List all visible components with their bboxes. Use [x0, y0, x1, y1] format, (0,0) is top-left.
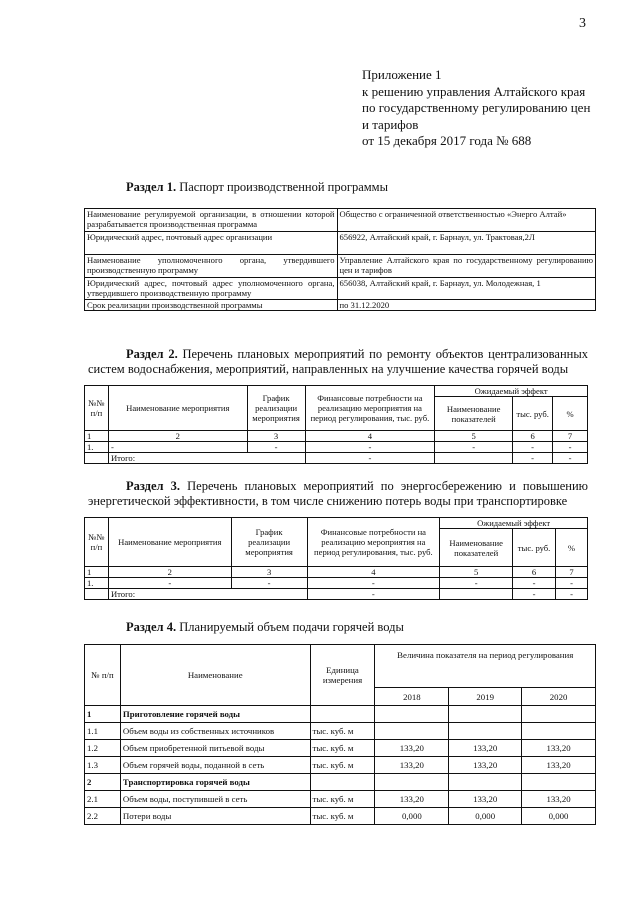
table-cell: -: [305, 442, 435, 453]
table-cell: -: [513, 442, 553, 453]
header-num: №№ п/п: [85, 518, 109, 567]
table-cell: 4: [305, 431, 435, 442]
table-cell: 1.: [85, 442, 109, 453]
appendix-line: от 15 декабря 2017 года № 688: [362, 133, 532, 148]
header-unit: Единица измерения: [310, 645, 375, 706]
table-cell: [375, 706, 449, 723]
table-cell: тыс. куб. м: [310, 757, 375, 774]
table-cell: 1.3: [85, 757, 121, 774]
header-finance: Финансовые потребности на реализацию мероприятия на период регулирования, тыс. руб.: [307, 518, 440, 567]
section3-table: [84, 517, 588, 600]
table-cell: тыс. куб. м: [310, 723, 375, 740]
table-cell: -: [513, 453, 553, 464]
table-cell: -: [556, 578, 588, 589]
table-cell: Юридический адрес, почтовый адрес организации: [85, 232, 338, 255]
table-cell: 2: [85, 774, 121, 791]
table-row: [85, 723, 596, 740]
table-cell: 4: [307, 567, 440, 578]
table-row: [85, 232, 596, 255]
header-name: Наименование: [120, 645, 310, 706]
table-cell: [522, 774, 596, 791]
total-label: Итого:: [108, 453, 305, 464]
section3-heading: [88, 479, 588, 509]
table-cell: 0,000: [375, 808, 449, 825]
table-row: [85, 255, 596, 278]
header-percent: %: [556, 529, 588, 567]
table-row: [85, 808, 596, 825]
table-cell: 656922, Алтайский край, г. Барнаул, ул. Трактовая,2Л: [337, 232, 596, 255]
table-cell: -: [435, 442, 513, 453]
table-cell: 1: [85, 567, 109, 578]
appendix-line: по государственному регулированию цен: [362, 100, 591, 115]
table-cell: 1.1: [85, 723, 121, 740]
section4-heading: [126, 620, 404, 635]
table-cell: 133,20: [522, 740, 596, 757]
table-cell: 0,000: [449, 808, 522, 825]
header-schedule: График реализации мероприятия: [231, 518, 307, 567]
total-label: Итого:: [108, 589, 307, 600]
table-cell: [522, 706, 596, 723]
table-row: [85, 757, 596, 774]
table-row: [85, 300, 596, 311]
section1-label: Раздел 1.: [126, 180, 177, 194]
table-cell: Приготовление горячей воды: [120, 706, 310, 723]
table-cell: 6: [513, 567, 556, 578]
table-cell: -: [307, 589, 440, 600]
table-cell: 3: [231, 567, 307, 578]
header-schedule: График реализации мероприятия: [247, 386, 305, 431]
table-cell: [449, 706, 522, 723]
table-cell: 2: [108, 431, 247, 442]
header-effect: Ожидаемый эффект: [435, 386, 588, 397]
section2-title: Перечень плановых мероприятий по ремонту объектов централизованных систем водоснабжения, мероприятий, направленных на улучшение качества горячей воды: [88, 347, 588, 376]
table-row: [85, 567, 588, 578]
table-cell: [522, 723, 596, 740]
table-cell: 6: [513, 431, 553, 442]
table-cell: [449, 774, 522, 791]
header-indicators: Наименование показателей: [435, 397, 513, 431]
table-cell: 2.1: [85, 791, 121, 808]
table-row: [85, 589, 588, 600]
table-cell: -: [108, 578, 231, 589]
table-cell: 133,20: [375, 757, 449, 774]
section1-heading: [126, 180, 388, 195]
table-cell: Юридический адрес, почтовый адрес уполномоченного органа, утвердившего производственную программу: [85, 278, 338, 300]
table-cell: [85, 453, 109, 464]
page-number: 3: [579, 16, 586, 31]
header-num: № п/п: [85, 645, 121, 706]
table-cell: Объем воды из собственных источников: [120, 723, 310, 740]
table-row: [85, 706, 596, 723]
table-row: [85, 278, 596, 300]
table-cell: -: [247, 442, 305, 453]
table-cell: Наименование регулируемой организации, в отношении которой разрабатывается производственная программа: [85, 209, 338, 232]
table-cell: Транспортировка горячей воды: [120, 774, 310, 791]
table-cell: тыс. куб. м: [310, 791, 375, 808]
appendix-line: к решению управления Алтайского края: [362, 83, 586, 99]
table-cell: -: [513, 589, 556, 600]
table-cell: -: [231, 578, 307, 589]
table-cell: 1: [85, 431, 109, 442]
table-cell: Срок реализации производственной программы: [85, 300, 338, 311]
table-cell: 1: [85, 706, 121, 723]
table-row: [85, 453, 588, 464]
header-num: №№ п/п: [85, 386, 109, 431]
section4-label: Раздел 4.: [126, 620, 177, 634]
table-row: [85, 791, 596, 808]
table-cell: 133,20: [449, 757, 522, 774]
section4-title: Планируемый объем подачи горячей воды: [179, 620, 404, 634]
section1-title: Паспорт производственной программы: [179, 180, 388, 194]
table-cell: 2: [108, 567, 231, 578]
table-row: [85, 442, 588, 453]
table-cell: [435, 453, 513, 464]
table-cell: 656038, Алтайский край, г. Барнаул, ул. Молодежная, 1: [337, 278, 596, 300]
table-cell: 2.2: [85, 808, 121, 825]
section4-table: [84, 644, 596, 825]
table-cell: 133,20: [449, 740, 522, 757]
table-cell: -: [553, 453, 588, 464]
table-cell: [375, 774, 449, 791]
table-cell: Наименование уполномоченного органа, утвердившего производственную программу: [85, 255, 338, 278]
table-cell: 0,000: [522, 808, 596, 825]
header-year: 2019: [449, 688, 522, 706]
appendix-line: и тарифов: [362, 116, 419, 132]
table-cell: 5: [435, 431, 513, 442]
header-value: Величина показателя на период регулирования: [375, 645, 596, 688]
table-cell: [440, 589, 513, 600]
table-cell: Объем воды, поступившей в сеть: [120, 791, 310, 808]
table-cell: [310, 706, 375, 723]
table-cell: тыс. куб. м: [310, 740, 375, 757]
table-row: [85, 209, 596, 232]
header-year: 2020: [522, 688, 596, 706]
table-cell: 133,20: [375, 740, 449, 757]
table-row: [85, 740, 596, 757]
header-thousand: тыс. руб.: [513, 397, 553, 431]
section2-heading: [88, 347, 588, 377]
table-cell: по 31.12.2020: [337, 300, 596, 311]
table-cell: 133,20: [375, 791, 449, 808]
table-cell: 5: [440, 567, 513, 578]
table-row: [85, 774, 596, 791]
table-cell: -: [307, 578, 440, 589]
table-cell: тыс. куб. м: [310, 808, 375, 825]
table-cell: -: [440, 578, 513, 589]
header-effect: Ожидаемый эффект: [440, 518, 588, 529]
table-cell: 1.2: [85, 740, 121, 757]
appendix-header: [362, 67, 590, 150]
section1-table: [84, 208, 596, 311]
table-cell: 3: [247, 431, 305, 442]
appendix-line: Приложение 1: [362, 67, 442, 82]
header-percent: %: [553, 397, 588, 431]
section2-table: [84, 385, 588, 464]
table-cell: [310, 774, 375, 791]
table-cell: -: [513, 578, 556, 589]
table-cell: Потери воды: [120, 808, 310, 825]
section3-label: Раздел 3.: [126, 479, 181, 493]
header-year: 2018: [375, 688, 449, 706]
section2-label: Раздел 2.: [126, 347, 178, 361]
header-name: Наименование мероприятия: [108, 386, 247, 431]
table-cell: -: [556, 589, 588, 600]
header-name: Наименование мероприятия: [108, 518, 231, 567]
header-indicators: Наименование показателей: [440, 529, 513, 567]
table-cell: [375, 723, 449, 740]
table-cell: 7: [556, 567, 588, 578]
header-finance: Финансовые потребности на реализацию мероприятия на период регулирования, тыс. руб.: [305, 386, 435, 431]
table-cell: 1.: [85, 578, 109, 589]
section3-title: Перечень плановых мероприятий по энергосбережению и повышению энергетической эффективности, в том числе снижению потерь воды при транспортировке: [88, 479, 589, 508]
table-cell: 133,20: [449, 791, 522, 808]
table-cell: Объем горячей воды, поданной в сеть: [120, 757, 310, 774]
table-cell: -: [108, 442, 247, 453]
table-cell: [85, 589, 109, 600]
table-cell: -: [305, 453, 435, 464]
table-cell: [449, 723, 522, 740]
table-row: [85, 431, 588, 442]
table-cell: Объем приобретенной питьевой воды: [120, 740, 310, 757]
header-thousand: тыс. руб.: [513, 529, 556, 567]
table-cell: Общество с ограниченной ответственностью «Энерго Алтай»: [337, 209, 596, 232]
table-cell: Управление Алтайского края по государственному регулированию цен и тарифов: [337, 255, 596, 278]
table-cell: 133,20: [522, 791, 596, 808]
table-cell: 133,20: [522, 757, 596, 774]
table-cell: -: [553, 442, 588, 453]
table-row: [85, 578, 588, 589]
table-cell: 7: [553, 431, 588, 442]
